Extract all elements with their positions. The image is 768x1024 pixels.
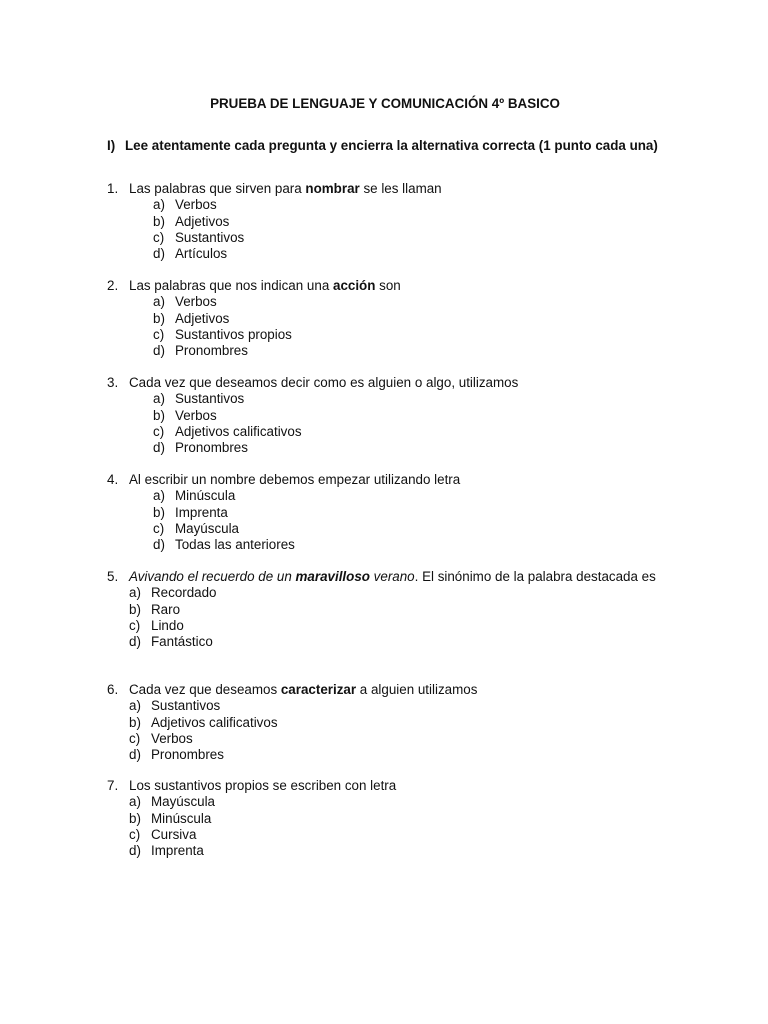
question-text-segment: Cada vez que deseamos bbox=[129, 682, 281, 697]
answer-option[interactable] bbox=[153, 408, 667, 424]
option-text: Verbos bbox=[151, 730, 193, 746]
question-text-segment: se les llaman bbox=[359, 181, 442, 196]
option-text: Adjetivos calificativos bbox=[151, 714, 278, 730]
option-letter: d) bbox=[153, 343, 165, 359]
answer-option[interactable] bbox=[153, 214, 667, 230]
option-text: Todas las anteriores bbox=[175, 537, 295, 553]
emphasized-word: maravilloso bbox=[295, 569, 370, 584]
answer-option[interactable] bbox=[153, 246, 667, 262]
question-6 bbox=[107, 682, 667, 763]
question-5 bbox=[107, 569, 667, 650]
question-text-segment: Al escribir un nombre debemos empezar utilizando letra bbox=[129, 472, 461, 487]
answer-option[interactable] bbox=[129, 811, 667, 827]
option-text: Lindo bbox=[151, 617, 184, 633]
option-letter: c) bbox=[153, 520, 165, 536]
emphasized-word: caracterizar bbox=[280, 682, 357, 697]
option-text: Recordado bbox=[151, 585, 217, 601]
option-letter: b) bbox=[153, 407, 165, 423]
question-text-segment: Las palabras que nos indican una bbox=[129, 278, 333, 293]
answer-option[interactable] bbox=[153, 230, 667, 246]
answer-option[interactable] bbox=[153, 424, 667, 440]
option-letter: b) bbox=[129, 714, 141, 730]
option-letter: b) bbox=[129, 601, 141, 617]
instruction-number: I) bbox=[107, 138, 116, 153]
question-number: 2. bbox=[107, 278, 119, 293]
answer-options bbox=[107, 794, 667, 859]
option-letter: c) bbox=[129, 826, 141, 842]
option-letter: b) bbox=[153, 213, 165, 229]
question-text bbox=[129, 278, 667, 294]
option-letter: c) bbox=[153, 326, 165, 342]
option-text: Mayúscula bbox=[151, 794, 216, 810]
option-text: Pronombres bbox=[175, 440, 248, 456]
option-text: Mayúscula bbox=[175, 520, 240, 536]
question-text bbox=[129, 569, 667, 585]
option-text: Imprenta bbox=[151, 843, 204, 859]
answer-option[interactable] bbox=[153, 440, 667, 456]
question-3 bbox=[107, 375, 667, 456]
answer-options bbox=[107, 488, 667, 553]
option-letter: a) bbox=[153, 391, 165, 407]
option-text: Pronombres bbox=[175, 343, 248, 359]
option-text: Minúscula bbox=[175, 488, 236, 504]
option-letter: d) bbox=[153, 537, 165, 553]
answer-option[interactable] bbox=[129, 715, 667, 731]
question-text bbox=[129, 682, 667, 698]
option-text: Verbos bbox=[175, 197, 217, 213]
option-letter: d) bbox=[153, 246, 165, 262]
answer-option[interactable] bbox=[129, 585, 667, 601]
instruction-text: Lee atentamente cada pregunta y encierra la alternativa correcta (1 punto cada una) bbox=[125, 138, 658, 153]
question-text-segment: son bbox=[375, 278, 401, 293]
option-text: Adjetivos bbox=[175, 213, 230, 229]
answer-option[interactable] bbox=[129, 794, 667, 810]
answer-options bbox=[107, 698, 667, 763]
option-text: Adjetivos bbox=[175, 310, 230, 326]
answer-option[interactable] bbox=[129, 843, 667, 859]
option-letter: b) bbox=[153, 504, 165, 520]
answer-option[interactable] bbox=[129, 827, 667, 843]
question-number: 6. bbox=[107, 682, 119, 697]
option-letter: c) bbox=[129, 617, 141, 633]
option-letter: c) bbox=[153, 229, 165, 245]
answer-option[interactable] bbox=[129, 618, 667, 634]
option-letter: b) bbox=[153, 310, 165, 326]
option-text: Raro bbox=[151, 601, 181, 617]
option-letter: d) bbox=[129, 843, 141, 859]
answer-option[interactable] bbox=[153, 505, 667, 521]
emphasized-word: Avivando el recuerdo de un bbox=[129, 569, 296, 584]
answer-option[interactable] bbox=[129, 698, 667, 714]
option-text: Sustantivos bbox=[175, 229, 245, 245]
question-text-segment: Las palabras que sirven para bbox=[129, 181, 306, 196]
option-letter: a) bbox=[153, 294, 165, 310]
answer-option[interactable] bbox=[153, 521, 667, 537]
answer-option[interactable] bbox=[129, 602, 667, 618]
question-text-segment: . El sinónimo de la palabra destacada es bbox=[414, 569, 656, 584]
option-letter: a) bbox=[129, 698, 141, 714]
option-text: Artículos bbox=[175, 246, 228, 262]
option-letter: a) bbox=[129, 794, 141, 810]
question-text bbox=[129, 472, 667, 488]
option-text: Verbos bbox=[175, 407, 217, 423]
emphasized-word: acción bbox=[333, 278, 376, 293]
question-text bbox=[129, 778, 667, 794]
question-number: 4. bbox=[107, 472, 119, 487]
option-text: Minúscula bbox=[151, 810, 212, 826]
option-letter: d) bbox=[129, 747, 141, 763]
answer-option[interactable] bbox=[129, 634, 667, 650]
answer-option[interactable] bbox=[153, 197, 667, 213]
answer-option[interactable] bbox=[129, 747, 667, 763]
question-text-segment: a alguien utilizamos bbox=[356, 682, 478, 697]
instruction bbox=[107, 138, 667, 154]
option-letter: a) bbox=[153, 197, 165, 213]
option-letter: b) bbox=[129, 810, 141, 826]
question-text bbox=[129, 375, 667, 391]
answer-option[interactable] bbox=[153, 391, 667, 407]
option-text: Verbos bbox=[175, 294, 217, 310]
answer-options bbox=[107, 585, 667, 650]
answer-option[interactable] bbox=[153, 327, 667, 343]
option-letter: c) bbox=[153, 423, 165, 439]
answer-option[interactable] bbox=[153, 294, 667, 310]
answer-options bbox=[107, 391, 667, 456]
question-4 bbox=[107, 472, 667, 553]
option-text: Imprenta bbox=[175, 504, 228, 520]
question-number: 3. bbox=[107, 375, 119, 390]
option-text: Pronombres bbox=[151, 747, 224, 763]
option-text: Sustantivos propios bbox=[175, 326, 292, 342]
option-letter: d) bbox=[129, 634, 141, 650]
option-letter: a) bbox=[129, 585, 141, 601]
option-text: Sustantivos bbox=[175, 391, 245, 407]
answer-option[interactable] bbox=[153, 311, 667, 327]
option-letter: a) bbox=[153, 488, 165, 504]
answer-option[interactable] bbox=[129, 731, 667, 747]
option-text: Sustantivos bbox=[151, 698, 221, 714]
answer-options bbox=[107, 294, 667, 359]
page-title: PRUEBA DE LENGUAJE Y COMUNICACIÓN 4º BASICO bbox=[210, 96, 560, 111]
emphasized-word: nombrar bbox=[305, 181, 360, 196]
question-number: 5. bbox=[107, 569, 119, 584]
answer-options bbox=[107, 197, 667, 262]
answer-option[interactable] bbox=[153, 537, 667, 553]
option-letter: d) bbox=[153, 440, 165, 456]
question-2 bbox=[107, 278, 667, 359]
option-letter: c) bbox=[129, 730, 141, 746]
option-text: Cursiva bbox=[151, 826, 197, 842]
answer-option[interactable] bbox=[153, 343, 667, 359]
question-text bbox=[129, 181, 667, 197]
emphasized-word: verano bbox=[369, 569, 415, 584]
answer-option[interactable] bbox=[153, 488, 667, 504]
question-text-segment: Los sustantivos propios se escriben con letra bbox=[129, 778, 397, 793]
question-number: 1. bbox=[107, 181, 119, 196]
question-1 bbox=[107, 181, 667, 262]
option-text: Adjetivos calificativos bbox=[175, 423, 302, 439]
question-number: 7. bbox=[107, 778, 119, 793]
question-text-segment: Cada vez que deseamos decir como es alguien o algo, utilizamos bbox=[129, 375, 519, 390]
option-text: Fantástico bbox=[151, 634, 213, 650]
question-7 bbox=[107, 778, 667, 859]
